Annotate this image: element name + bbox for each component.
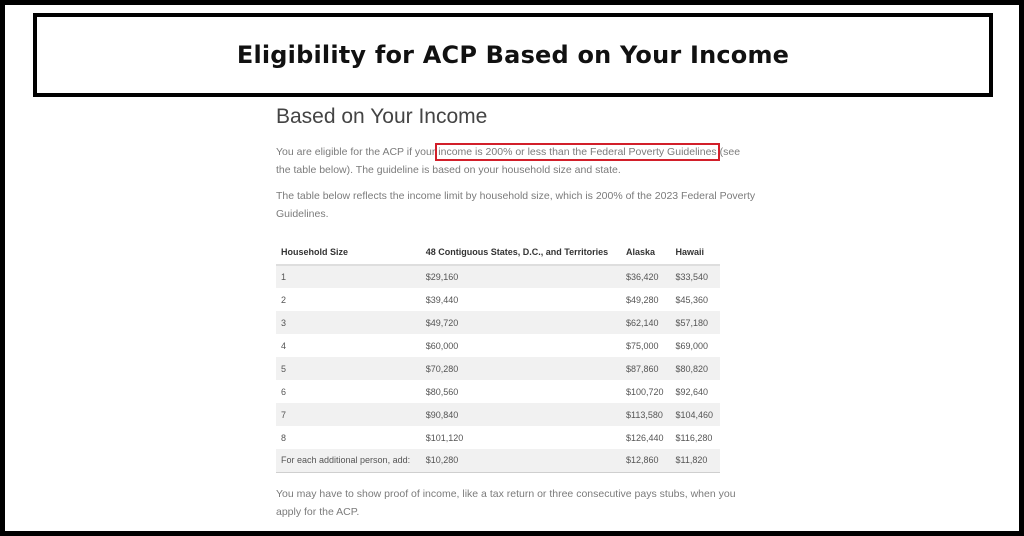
hawaii-limit-cell: $45,360	[675, 294, 709, 305]
contiguous-limit-cell: $101,120	[425, 432, 464, 443]
household-size-cell: 8	[281, 432, 287, 443]
alaska-limit-cell: $75,000	[626, 340, 659, 351]
table-row	[276, 357, 720, 380]
household-size-cell: 1	[276, 265, 421, 288]
contiguous-limit-cell: $10,280	[421, 449, 621, 472]
contiguous-limit-cell: $49,720	[421, 311, 621, 334]
intro-text-after: (see the table below). The guideline is based on your household size and state.	[276, 146, 741, 176]
contiguous-limit-cell: $60,000	[425, 340, 459, 351]
table-header-row	[276, 239, 720, 265]
contiguous-limit-cell: $39,440	[425, 294, 459, 305]
hawaii-limit-cell: $69,000	[675, 340, 709, 351]
household-size-cell: 3	[276, 311, 421, 334]
highlighted-income-criteria: income is 200% or less than the Federal Poverty Guidelines	[438, 146, 717, 158]
alaska-limit-cell: $49,280	[626, 294, 659, 305]
hawaii-limit-cell: $57,180	[670, 311, 720, 334]
hawaii-limit-cell: $92,640	[675, 386, 709, 397]
table-row	[276, 311, 720, 334]
header-household-size: Household Size	[276, 239, 421, 265]
hawaii-limit-cell: $33,540	[670, 265, 720, 288]
hawaii-limit-cell: $80,820	[670, 357, 720, 380]
contiguous-limit-cell: $70,280	[421, 357, 621, 380]
household-size-cell: 5	[276, 357, 421, 380]
table-row	[276, 403, 720, 426]
household-size-cell: 4	[281, 340, 287, 351]
header-alaska: Alaska	[621, 239, 670, 265]
household-size-cell: 2	[281, 294, 287, 305]
table-intro-paragraph: The table below reflects the income limit by household size, which is 200% of the 2023 Federal Poverty Guidelines.	[276, 190, 756, 220]
household-size-cell: 6	[281, 386, 287, 397]
alaska-limit-cell: $62,140	[621, 311, 670, 334]
banner-title: Eligibility for ACP Based on Your Income	[236, 41, 790, 69]
alaska-limit-cell: $12,860	[621, 449, 670, 472]
table-row	[276, 426, 720, 449]
contiguous-limit-cell: $29,160	[421, 265, 621, 288]
contiguous-limit-cell: $80,560	[425, 386, 459, 397]
table-row	[276, 334, 720, 357]
page-frame	[5, 5, 1019, 531]
additional-person-label: For each additional person, add:	[276, 449, 421, 472]
alaska-limit-cell: $126,440	[626, 432, 664, 443]
article-content	[276, 105, 756, 521]
hawaii-limit-cell: $104,460	[670, 403, 720, 426]
hawaii-limit-cell: $11,820	[670, 449, 720, 472]
table-row	[276, 265, 720, 288]
header-hawaii: Hawaii	[670, 239, 720, 265]
hawaii-limit-cell: $116,280	[675, 432, 713, 443]
contiguous-limit-cell: $90,840	[421, 403, 621, 426]
income-limit-table	[276, 239, 720, 473]
intro-text-before: You are eligible for the ACP if your	[276, 146, 439, 158]
title-banner	[33, 13, 993, 97]
household-size-cell: 7	[276, 403, 421, 426]
table-row	[276, 288, 720, 311]
alaska-limit-cell: $87,860	[621, 357, 670, 380]
table-row	[276, 380, 720, 403]
proof-of-income-note: You may have to show proof of income, like a tax return or three consecutive pays stubs, when you apply for the ACP.	[276, 487, 736, 518]
alaska-limit-cell: $100,720	[626, 386, 664, 397]
alaska-limit-cell: $36,420	[621, 265, 670, 288]
table-row-additional-person	[276, 449, 720, 472]
section-heading: Based on Your Income	[276, 105, 488, 128]
eligibility-paragraph	[276, 143, 756, 179]
header-contiguous-states: 48 Contiguous States, D.C., and Territories	[421, 239, 621, 265]
alaska-limit-cell: $113,580	[621, 403, 670, 426]
